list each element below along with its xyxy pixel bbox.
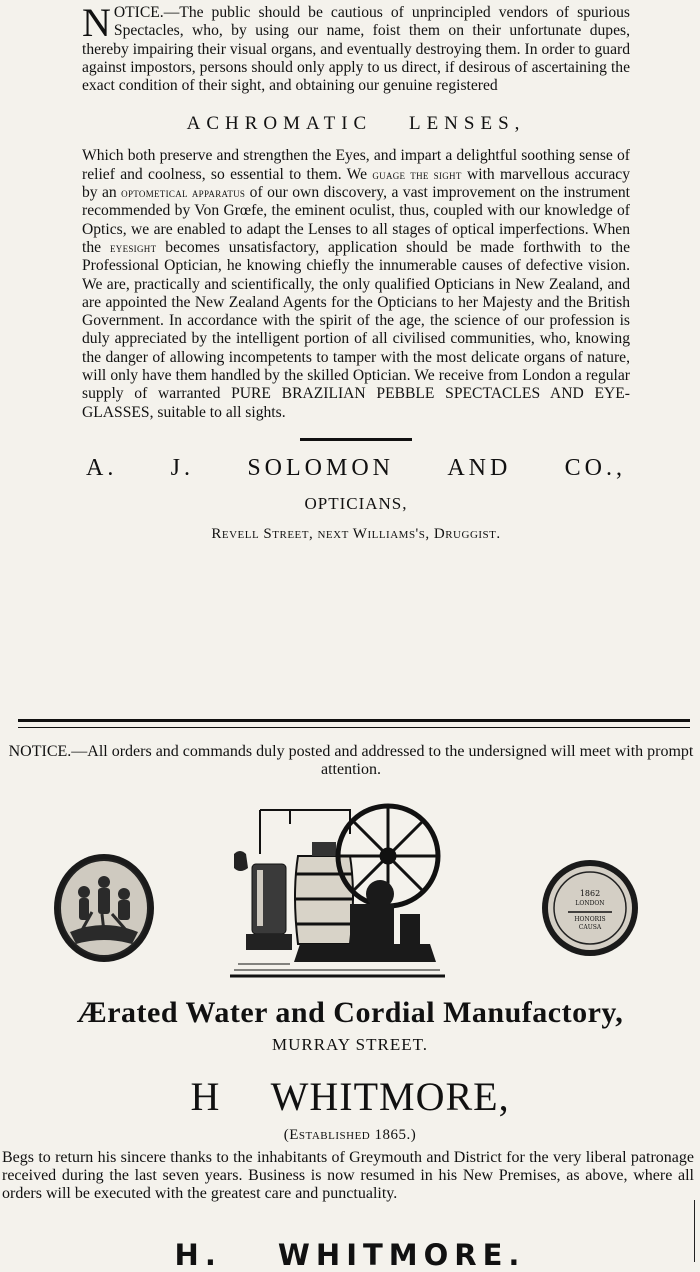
proprietor-name: H WHITMORE, xyxy=(190,1074,510,1119)
firm-name xyxy=(86,455,626,482)
signature-banner: H. WHITMORE. xyxy=(174,1238,526,1272)
body-smallcaps-3: eyesight xyxy=(109,239,157,255)
optician-advert xyxy=(82,0,631,543)
body-text-3: of our own discovery, a vast improvement on the instrument recommended by Von Grœfe, the eminent oculist, thus, coupled with our knowledge of Optics, we are enabled to adapt the Lenses to all stages of optical imperfections. When the xyxy=(82,184,631,256)
medal-year: 1862 xyxy=(579,889,601,898)
notice-dropcap: N xyxy=(82,0,111,45)
notice-text: OTICE.—The public should be cautious of unprincipled vendors of spurious Spectacles, who, by using our name, foist them on their unfortunate dupes, thereby impairing their visual organs, and eventually destroying them. In order to guard against impostors, persons should only apply to us direct, if desirous of ascertaining the exact condition of their sight, and obtaining our genuine registered xyxy=(82,4,630,95)
notice-paragraph xyxy=(82,0,630,95)
firm-name-part: AND xyxy=(447,454,512,481)
body-text-2: with marvellous accuracy by an xyxy=(82,165,630,202)
column-edge-line xyxy=(694,1200,695,1262)
body-smallcaps-1: guage the sight xyxy=(372,166,462,182)
body-smallcaps-2: optometical apparatus xyxy=(121,185,246,201)
firm-name-part: SOLOMON xyxy=(247,454,394,481)
firm-address: Revell Street, next Williams's, Druggist. xyxy=(211,525,501,542)
manufactory-title: Ærated Water and Cordial Manufactory, xyxy=(76,996,624,1029)
optician-body-paragraph xyxy=(82,147,630,421)
thanks-paragraph: Begs to return his sincere thanks to the inhabitants of Greymouth and District for the very liberal patronage received during the last seven years. Business is now resumed in his New Premises, as above, where all orders will be executed with the greatest care and punctuality. xyxy=(2,1149,694,1202)
advert-illustration xyxy=(0,794,700,994)
firm-name-part: CO., xyxy=(564,454,626,481)
achromatic-lenses-heading: ACHROMATIC LENSES, xyxy=(186,113,526,135)
medal-motto-2: CAUSA xyxy=(578,924,602,931)
medal-city: LONDON xyxy=(575,900,605,907)
firm-name-part: J. xyxy=(170,454,194,481)
established-year: (Established 1865.) xyxy=(283,1127,417,1143)
medal-motto-1: HONORIS xyxy=(574,916,606,923)
firm-name-part: A. xyxy=(86,454,118,481)
bottling-machine-icon xyxy=(230,794,445,984)
body-text-1: Which both preserve and strengthen the Eyes, and impart a delightful soothing sense of relief and coolness, so essential to them. We xyxy=(82,147,630,183)
street-name: MURRAY STREET. xyxy=(271,1035,428,1054)
orders-notice: NOTICE.—All orders and commands duly posted and addressed to the undersigned will meet with prompt attention. xyxy=(8,743,694,778)
body-text-4: becomes unsatisfactory, application should be made forthwith to the Professional Optician, he knowing chiefly the innumerable causes of defective vision. We are, practically and scientifically, the only qualified Opticians in New Zealand, and are appointed the New Zealand Agents for the Opticians to her Majesty and the British Government. In accordance with the spirit of the age, the science of our profession is duly appreciated by the intelligent portion of all civilised communities, who, knowing the danger of allowing incompetents to tamper with the most delicate organs of nature, will only have them handled by the skilled Optician. We receive from London a regular supply of warranted PURE BRAZILIAN PEBBLE SPECTACLES AND EYE-GLASSES, suitable to all sights. xyxy=(82,238,630,421)
left-medal-icon xyxy=(52,852,156,964)
column-divider xyxy=(18,719,690,728)
short-rule xyxy=(300,438,412,441)
trade-label: OPTICIANS, xyxy=(304,493,408,513)
right-medal-icon xyxy=(540,858,640,958)
